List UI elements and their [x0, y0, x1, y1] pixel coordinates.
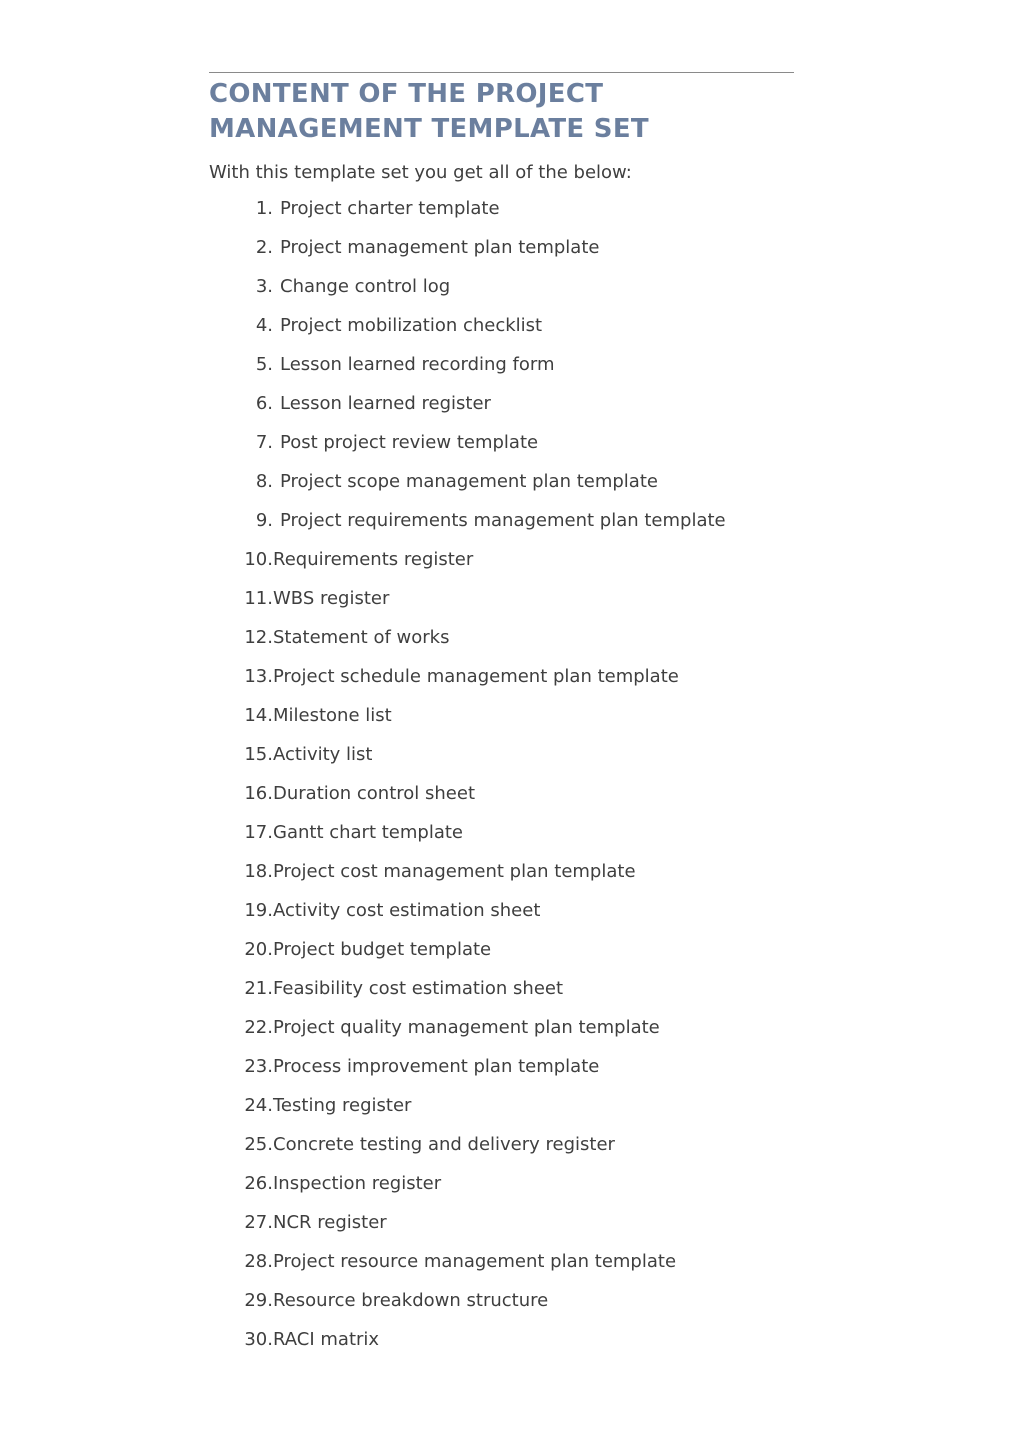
list-item-label: Resource breakdown structure — [273, 1290, 549, 1311]
list-item — [209, 821, 794, 860]
list-item — [209, 782, 794, 821]
list-item-number: 17. — [244, 822, 273, 843]
intro-text: With this template set you get all of the below: — [209, 162, 632, 183]
list-item-number: 28. — [244, 1251, 273, 1272]
list-item — [209, 197, 794, 236]
list-item-label: Project cost management plan template — [273, 861, 636, 882]
list-item — [209, 1016, 794, 1055]
list-item-label: Lesson learned register — [280, 393, 491, 414]
list-item-number: 30. — [244, 1329, 273, 1350]
list-item-number: 26. — [244, 1173, 273, 1194]
list-item-label: Project quality management plan template — [273, 1017, 660, 1038]
list-item — [209, 509, 794, 548]
list-item-number: 22. — [244, 1017, 273, 1038]
list-item-label: Milestone list — [273, 705, 392, 726]
list-item-number: 27. — [244, 1212, 273, 1233]
list-item — [209, 899, 794, 938]
list-item — [209, 392, 794, 431]
list-item — [209, 1289, 794, 1328]
list-item-label: Project mobilization checklist — [280, 315, 543, 336]
list-item — [209, 548, 794, 587]
list-item-label: Statement of works — [273, 627, 450, 648]
list-item-number: 8. — [255, 471, 273, 492]
list-item-number: 25. — [244, 1134, 273, 1155]
list-item-number: 15. — [244, 744, 273, 765]
list-item — [209, 1094, 794, 1133]
list-item — [209, 275, 794, 314]
list-item-label: Project resource management plan template — [273, 1251, 677, 1272]
template-list — [209, 197, 794, 1367]
list-item-number: 29. — [244, 1290, 273, 1311]
list-item-label: Post project review template — [280, 432, 539, 453]
list-item — [209, 314, 794, 353]
list-item-number: 16. — [244, 783, 273, 804]
list-item-label: Lesson learned recording form — [280, 354, 555, 375]
list-item-number: 14. — [244, 705, 273, 726]
list-item — [209, 353, 794, 392]
list-item — [209, 626, 794, 665]
list-item-label: Project schedule management plan template — [273, 666, 679, 687]
list-item-label: Duration control sheet — [273, 783, 476, 804]
list-item — [209, 704, 794, 743]
list-item-number: 24. — [244, 1095, 273, 1116]
list-item-label: Change control log — [280, 276, 451, 297]
list-item-label: Concrete testing and delivery register — [273, 1134, 615, 1155]
list-item-number: 3. — [255, 276, 273, 297]
list-item — [209, 860, 794, 899]
header-divider — [209, 72, 794, 73]
list-item — [209, 1055, 794, 1094]
page-title — [209, 77, 794, 147]
list-item-label: Project charter template — [280, 198, 500, 219]
list-item-number: 11. — [244, 588, 273, 609]
list-item-label: NCR register — [273, 1212, 387, 1233]
list-item-label: Project scope management plan template — [280, 471, 658, 492]
list-item-number: 13. — [244, 666, 273, 687]
list-item-label: Project budget template — [273, 939, 492, 960]
list-item — [209, 977, 794, 1016]
list-item-label: RACI matrix — [273, 1329, 380, 1350]
title-line-2: MANAGEMENT TEMPLATE SET — [209, 114, 649, 144]
list-item-number: 19. — [244, 900, 273, 921]
list-item — [209, 743, 794, 782]
list-item-number: 6. — [255, 393, 273, 414]
list-item-number: 4. — [255, 315, 273, 336]
list-item — [209, 1250, 794, 1289]
list-item-label: Project requirements management plan template — [280, 510, 726, 531]
list-item-label: WBS register — [273, 588, 390, 609]
list-item — [209, 1172, 794, 1211]
list-item-label: Process improvement plan template — [273, 1056, 600, 1077]
list-item-label: Requirements register — [273, 549, 474, 570]
list-item-number: 9. — [255, 510, 273, 531]
list-item — [209, 1211, 794, 1250]
list-item — [209, 236, 794, 275]
list-item-label: Feasibility cost estimation sheet — [273, 978, 564, 999]
list-item-number: 1. — [255, 198, 273, 219]
list-item — [209, 587, 794, 626]
list-item-number: 7. — [255, 432, 273, 453]
list-item — [209, 938, 794, 977]
list-item — [209, 1328, 794, 1367]
title-line-1: CONTENT OF THE PROJECT — [209, 79, 604, 109]
list-item-number: 12. — [244, 627, 273, 648]
list-item-number: 23. — [244, 1056, 273, 1077]
list-item-number: 10. — [244, 549, 273, 570]
list-item-number: 20. — [244, 939, 273, 960]
list-item-label: Testing register — [273, 1095, 412, 1116]
list-item-label: Project management plan template — [280, 237, 600, 258]
list-item-number: 21. — [244, 978, 273, 999]
list-item-number: 18. — [244, 861, 273, 882]
list-item-label: Activity cost estimation sheet — [273, 900, 541, 921]
list-item — [209, 431, 794, 470]
document-page — [209, 72, 794, 1367]
list-item — [209, 470, 794, 509]
list-item-number: 5. — [255, 354, 273, 375]
list-item-label: Activity list — [273, 744, 373, 765]
list-item-number: 2. — [255, 237, 273, 258]
list-item-label: Gantt chart template — [273, 822, 463, 843]
list-item-label: Inspection register — [273, 1173, 442, 1194]
list-item — [209, 665, 794, 704]
list-item — [209, 1133, 794, 1172]
